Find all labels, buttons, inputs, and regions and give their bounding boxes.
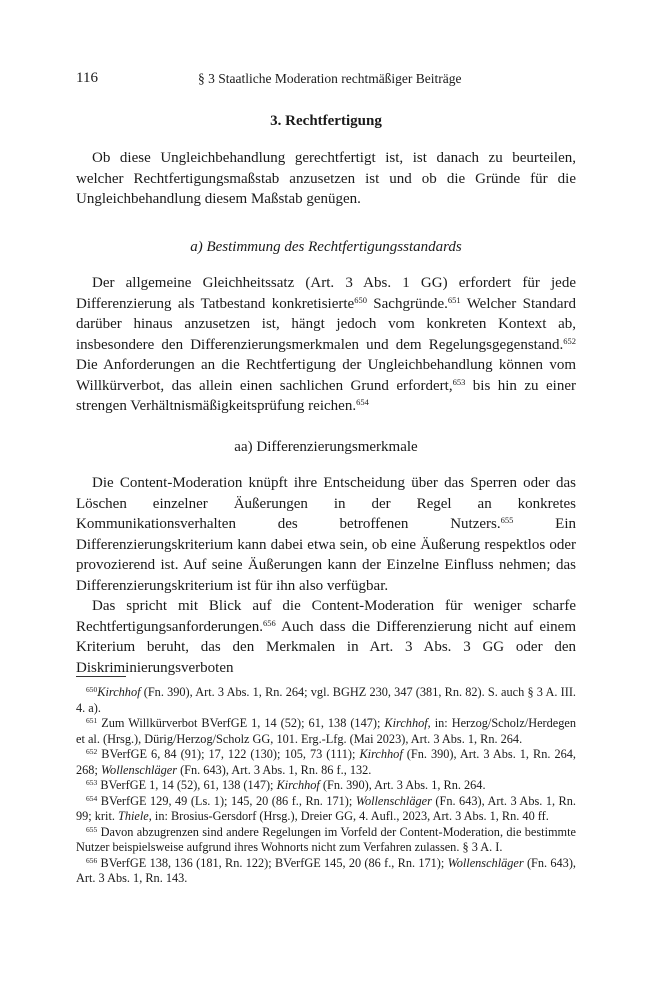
subsection-heading-a: a) Bestimmung des Rechtfertigungsstandards (190, 239, 462, 255)
paragraph-a1: Der allgemeine Gleichheitssatz (Art. 3 Abs. 1 GG) erfordert für jede Differenzierung als Tatbestand konkretisierte$^{650}$ Sachgründe.$^{651}$ Welcher Standard darüber hinaus anzusetzen ist, hängt jedoch vom konkreten Kontext ab, insbesondere den Differenzierungsmerkmalen und dem Regelungsgegenstand.$^{652}$ Die Anforderungen an die Rechtfertigung der Ungleichbehandlung können vom Willkürverbot, das allein einen sachlichen Grund erfordert,$^{653}$ bis hin zu einer strengen Verhältnismäßigkeitsprüfung reichen.$^{654}$ (76, 275, 577, 414)
footnote-number: 651 (86, 716, 98, 725)
footnote-ref-651: 651 (447, 294, 461, 305)
paragraph-aa1: Die Content-Moderation knüpft ihre Entscheidung über das Sperren oder das Löschen einzelner Äußerungen in der Regel an konkretes Kommunikationsverhalten des betroffenen Nutzers.$^{655}$ Ein Differenzierungskriterium kann dabei etwa sein, ob eine Äußerung respektlos oder provozierend ist. Auf seine Äußerungen kann der Einzelne Einfluss nehmen; das Differenzierungskriterium ist für ihn also verfügbar. (76, 475, 576, 594)
footnote-text: (Fn. 390), Art. 3 Abs. 1, Rn. 264; vgl. BGHZ 230, 347 (381, Rn. 82). S. auch § 3 A. III. 4. a). (76, 685, 576, 715)
footnote-653 (76, 778, 576, 794)
intro-paragraph: Ob diese Ungleichbehandlung gerechtfertigt ist, ist danach zu beurteilen, welcher Rechtfertigungsmaßstab anzusetzen ist und ob die Gründe für die Ungleichbehandlung diesem Maßstab genügen. (76, 150, 576, 207)
footnote-text: (Fn. 643), Art. 3 Abs. 1, Rn. 86 f., 132. (177, 762, 372, 777)
footnote-ref-652: 652 (563, 335, 576, 346)
footnote-652 (76, 747, 576, 778)
footnote-656 (76, 856, 576, 887)
footnote-text: (Fn. 390), Art. 3 Abs. 1, Rn. 264. (319, 778, 486, 792)
footnote-text: (Fn. 643), Art. 3 Abs. 1, Rn. 143. (76, 855, 577, 885)
footnote-text: BVerfGE 1, 14 (52), 61, 138 (147); (97, 778, 277, 792)
author-name: Wollenschläger (100, 762, 177, 777)
footnote-651 (76, 716, 576, 747)
footnote-number: 652 (86, 747, 98, 756)
footnote-text: , in: Brosius-Gersdorf (Hrsg.), Dreier GG, 4. Aufl., 2023, Art. 3 Abs. 1, Rn. 40 ff. (148, 809, 549, 823)
running-head: § 3 Staatliche Moderation rechtmäßiger Beiträge (198, 71, 462, 86)
footnote-number: 656 (86, 855, 98, 865)
footnote-654 (76, 794, 576, 825)
footnote-text: BVerfGE 129, 49 (Ls. 1); 145, 20 (86 f., Rn. 171); (97, 793, 356, 808)
footnote-number: 650 (86, 685, 98, 694)
section-title: 3. Rechtfertigung (270, 113, 382, 129)
paragraph-aa2: Das spricht mit Blick auf die Content-Moderation für weniger scharfe Rechtfertigungsanforderungen.$^{656}$ Auch dass die Differenzierung nicht auf einem Kriterium beruht, das den Merkmalen in Art. 3 Abs. 3 GG oder den Diskriminierungsverboten (76, 598, 576, 676)
footnote-ref-650: 650 (354, 294, 367, 305)
subsection-heading-aa: aa) Differenzierungsmerkmale (234, 439, 418, 455)
author-name: Wollenschläger (355, 793, 432, 808)
footnote-ref-654: 654 (356, 397, 369, 407)
footnote-ref-653: 653 (452, 376, 466, 387)
page-header (76, 70, 576, 90)
footnote-650 (76, 685, 576, 716)
footnote-separator (76, 676, 126, 677)
footnote-text: (Fn. 643), Art. 3 Abs. 1, Rn. 99; krit. (76, 793, 576, 823)
author-name: Thiele (118, 809, 149, 823)
footnote-text: Davon abzugrenzen sind andere Regelungen im Vorfeld der Content-Moderation, die bestimmte Nutzer beispielsweise aufgrund ihres Wohnorts nicht zum Verfahren zulassen. § 3 A. I. (76, 824, 576, 854)
page-number: 116 (76, 70, 98, 86)
footnote-text: BVerfGE 138, 136 (181, Rn. 122); BVerfGE 145, 20 (86 f., Rn. 171); (97, 855, 448, 870)
footnote-text: (Fn. 390), Art. 3 Abs. 1, Rn. 264, 268; (76, 747, 576, 777)
footnote-number: 655 (86, 824, 98, 834)
author-name: Wollenschläger (447, 855, 524, 870)
footnote-ref-656: 656 (263, 617, 276, 628)
footnote-text: BVerfGE 6, 84 (91); 17, 122 (130); 105, 73 (111); (97, 747, 360, 761)
book-page (76, 0, 576, 985)
footnotes (76, 685, 576, 887)
author-name: Kirchhof (384, 716, 428, 730)
footnote-655 (76, 825, 576, 856)
author-name: Kirchhof (276, 778, 320, 792)
footnote-number: 653 (86, 778, 98, 787)
footnote-number: 654 (86, 793, 98, 803)
author-name: Kirchhof (359, 747, 403, 761)
footnote-ref-655: 655 (500, 515, 514, 525)
author-name: Kirchhof (97, 685, 141, 699)
footnote-text: Zum Willkürverbot BVerfGE 1, 14 (52); 61, 138 (147); (97, 716, 385, 730)
footnote-text: , in: Herzog/Scholz/Herdegen et al. (Hrsg.), Dürig/Herzog/Scholz GG, 101. Erg.-Lfg. (Mai 2023), Art. 3 Abs. 1, Rn. 264. (76, 716, 576, 746)
